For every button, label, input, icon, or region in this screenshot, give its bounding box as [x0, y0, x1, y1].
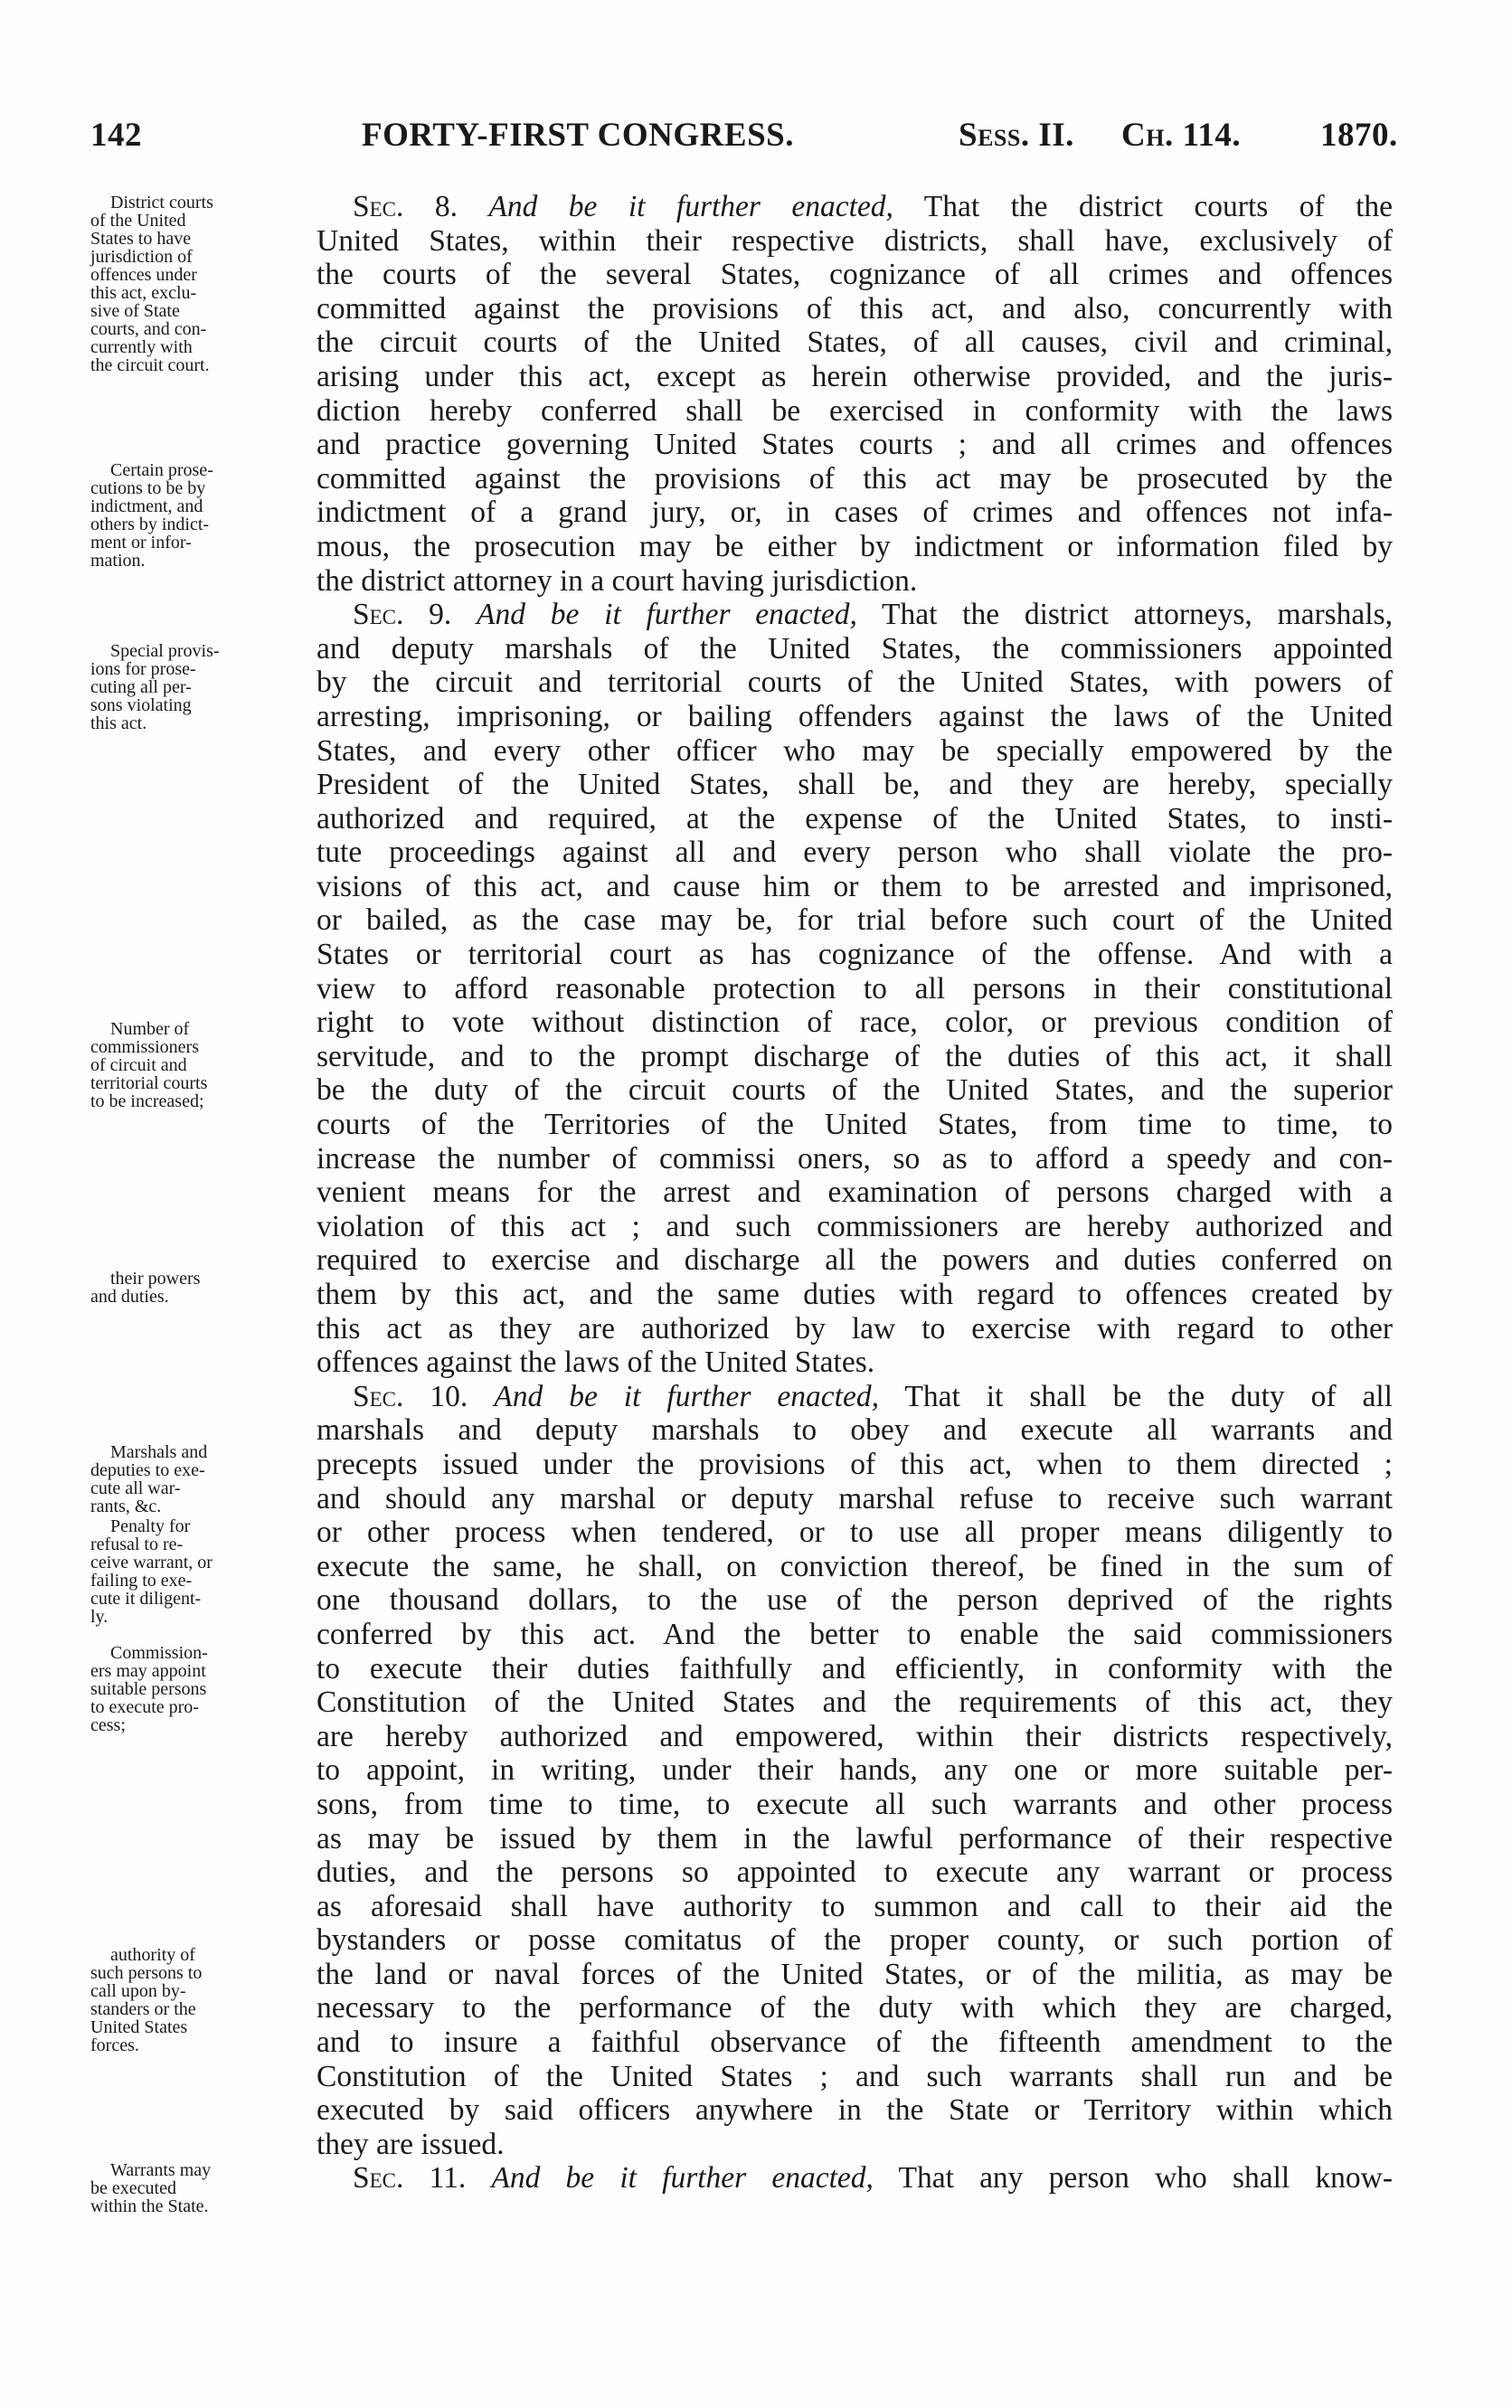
margin-note-special-provisions [90, 642, 312, 732]
margin-line: of circuit and [90, 1055, 187, 1075]
text-line: they are issued. [317, 2127, 505, 2161]
margin-line: States to have [90, 229, 192, 249]
text-line: and should any marshal or deputy marshal refuse to receive such warrant [317, 1481, 1393, 1516]
page-number: 142 [90, 117, 142, 154]
margin-line: their powers [110, 1269, 201, 1289]
text-line: Constitution of the United States ; and such warrants shall run and be [317, 2059, 1393, 2093]
text-line: tute proceedings against all and every person who shall violate the pro- [317, 836, 1393, 870]
margin-line: rants, &c. [90, 1497, 162, 1516]
text-line: committed against the provisions of this act, and also, concurrently with [317, 291, 1393, 326]
margin-note-penalty [90, 1517, 312, 1626]
text-line: President of the United States, shall be, and they are hereby, specially [317, 768, 1393, 802]
section-text: That any person who shall know- [898, 2161, 1394, 2196]
enacting-formula: And be it further enacted, [488, 190, 893, 223]
text-line: be the duty of the circuit courts of the United States, and the superior [317, 1073, 1393, 1108]
margin-line: this act, exclu- [90, 283, 197, 303]
text-line: arresting, imprisoning, or bailing offenders against the laws of the United [317, 699, 1393, 733]
text-line: by the circuit and territorial courts of the United States, with powers of [317, 666, 1393, 700]
text-line: authorized and required, at the expense of the United States, to insti- [317, 801, 1393, 836]
margin-line: standers or the [90, 1999, 196, 2019]
margin-line: to execute pro- [90, 1697, 199, 1717]
text-line: and to insure a faithful observance of the fifteenth amendment to the [317, 2026, 1393, 2060]
text-line: to appoint, in writing, under their hands, any one or more suitable per- [317, 1753, 1393, 1788]
margin-line: the circuit court. [90, 355, 210, 375]
margin-line: jurisdiction of [90, 247, 193, 267]
text-line: indictment of a grand jury, or, in cases of crimes and offences not infa- [317, 496, 1393, 530]
margin-line: sons violating [90, 695, 192, 715]
margin-line: territorial courts [90, 1073, 208, 1093]
section-first-line [317, 1380, 1393, 1414]
margin-line: offences under [90, 265, 197, 285]
text-line: and practice governing United States courts ; and all crimes and offences [317, 428, 1393, 462]
margin-line: cutions to be by [90, 478, 206, 498]
margin-line: forces. [90, 2035, 139, 2055]
text-line: servitude, and to the prompt discharge of the duties of this act, it shall [317, 1039, 1393, 1073]
enacting-formula: And be it further enacted, [494, 1379, 879, 1413]
section-text: That the district courts of the [923, 190, 1394, 223]
section-first-line [317, 598, 1393, 632]
margin-line: commissioners [90, 1037, 199, 1057]
section-8 [317, 190, 1393, 598]
margin-line: be executed [90, 2178, 176, 2198]
margin-line: failing to exe- [90, 1571, 193, 1591]
margin-line: call upon by- [90, 1981, 186, 2001]
margin-line: Commission- [110, 1643, 208, 1663]
margin-line: and duties. [90, 1287, 169, 1307]
text-line: sons, from time to time, to execute all such warrants and other process [317, 1787, 1393, 1821]
margin-line: refusal to re- [90, 1535, 184, 1554]
text-line: conferred by this act. And the better to enable the said commissioners [317, 1617, 1393, 1651]
margin-note-commissioners-may-appoint [90, 1644, 312, 1734]
margin-line: cute it diligent- [90, 1589, 202, 1609]
text-line: the district attorney in a court having jurisdiction. [317, 563, 918, 598]
margin-line: cute all war- [90, 1478, 181, 1498]
text-line: the circuit courts of the United States, of all causes, civil and criminal, [317, 326, 1393, 360]
text-line: precepts issued under the provisions of this act, when to them directed ; [317, 1447, 1393, 1481]
chapter-label: Ch. 114. [1121, 117, 1242, 154]
text-line: the land or naval forces of the United States, or of the militia, as may be [317, 1957, 1393, 1991]
text-line: diction hereby conferred shall be exercised in conformity with the laws [317, 393, 1393, 428]
text-line: offences against the laws of the United States. [317, 1346, 875, 1380]
margin-line: cess; [90, 1715, 126, 1735]
text-line: committed against the provisions of this act may be prosecuted by the [317, 461, 1393, 496]
text-line: to execute their duties faithfully and efficiently, in conformity with the [317, 1651, 1393, 1686]
margin-note-marshals-and-deputies [90, 1443, 312, 1516]
text-line: States or territorial court as has cognizance of the offense. And with a [317, 938, 1393, 972]
text-line: as aforesaid shall have authority to summon and call to their aid the [317, 1889, 1393, 1923]
section-text: That it shall be the duty of all [904, 1379, 1393, 1413]
margin-note-district-courts [90, 194, 312, 374]
session-label: Sess. II. [959, 117, 1074, 154]
text-line: the courts of the several States, cognizance of all crimes and offences [317, 258, 1393, 292]
margin-line: cuting all per- [90, 677, 192, 697]
margin-line: this act. [90, 713, 147, 733]
text-line: right to vote without distinction of race, color, or previous condition of [317, 1006, 1393, 1040]
margin-line: Special provis- [110, 641, 220, 661]
text-line: duties, and the persons so appointed to execute any warrant or process [317, 1856, 1393, 1890]
margin-line: ceive warrant, or [90, 1553, 213, 1572]
margin-line: within the State. [90, 2196, 209, 2216]
margin-line: ions for prose- [90, 659, 196, 679]
text-line: them by this act, and the same duties with regard to offences created by [317, 1278, 1393, 1311]
section-label: Sec. 10. [353, 1379, 468, 1413]
margin-note-authority-of-persons [90, 1946, 312, 2054]
text-line: this act as they are authorized by law to exercise with regard to other [317, 1311, 1393, 1346]
margin-line: authority of [110, 1945, 195, 1965]
section-first-line [317, 2161, 1393, 2196]
margin-line: sive of State [90, 301, 180, 321]
text-line: arising under this act, except as herein otherwise provided, and the juris- [317, 359, 1393, 393]
text-line: violation of this act ; and such commissioners are hereby authorized and [317, 1209, 1393, 1243]
margin-line: United States [90, 2017, 188, 2037]
margin-note-number-of-commissioners [90, 1020, 312, 1110]
margin-line: Number of [110, 1019, 190, 1039]
enacting-formula: And be it further enacted, [477, 598, 857, 632]
year-label: 1870. [1320, 117, 1398, 154]
text-line: necessary to the performance of the duty with which they are charged, [317, 1991, 1393, 2026]
congress-title: FORTY-FIRST CONGRESS. [362, 117, 794, 154]
margin-note-their-powers [90, 1270, 312, 1306]
section-first-line [317, 190, 1393, 224]
running-header [90, 116, 1398, 161]
text-line: bystanders or posse comitatus of the proper county, or such portion of [317, 1923, 1393, 1958]
enacting-formula: And be it further enacted, [491, 2161, 874, 2196]
margin-line: ly. [90, 1607, 109, 1627]
text-line: or other process when tendered, or to use all proper means diligently to [317, 1516, 1393, 1550]
section-label: Sec. 8. [353, 190, 458, 223]
margin-line: Certain prose- [110, 460, 213, 480]
text-line: executed by said officers anywhere in the State or Territory within which [317, 2093, 1393, 2128]
text-line: view to afford reasonable protection to all persons in their constitutional [317, 971, 1393, 1006]
text-line: or bailed, as the case may be, for trial before such court of the United [317, 903, 1393, 938]
section-11 [317, 2161, 1393, 2196]
statute-body [317, 190, 1393, 2196]
margin-line: currently with [90, 337, 193, 357]
margin-line: Warrants may [110, 2160, 212, 2180]
margin-line: courts, and con- [90, 319, 207, 339]
margin-line: mation. [90, 551, 146, 571]
text-line: required to exercise and discharge all the powers and duties conferred on [317, 1243, 1393, 1278]
text-line: visions of this act, and cause him or them to be arrested and imprisoned, [317, 869, 1393, 903]
margin-line: ment or infor- [90, 533, 192, 552]
section-text: That the district attorneys, marshals, [882, 598, 1394, 632]
margin-note-warrants-may-be-executed [90, 2161, 312, 2215]
margin-line: indictment, and [90, 496, 203, 516]
margin-line: of the United [90, 211, 186, 231]
text-line: Constitution of the United States and the requirements of this act, they [317, 1686, 1393, 1720]
text-line: marshals and deputy marshals to obey and execute all warrants and [317, 1413, 1393, 1448]
text-line: execute the same, he shall, on conviction thereof, be fined in the sum of [317, 1549, 1393, 1583]
text-line: one thousand dollars, to the use of the person deprived of the rights [317, 1583, 1393, 1618]
text-line: and deputy marshals of the United States, the commissioners appointed [317, 631, 1393, 666]
text-line: mous, the prosecution may be either by indictment or information filed by [317, 529, 1393, 563]
margin-line: Penalty for [110, 1516, 191, 1536]
section-label: Sec. 11. [353, 2161, 467, 2196]
margin-line: ers may appoint [90, 1661, 206, 1681]
margin-line: such persons to [90, 1963, 203, 1983]
text-line: are hereby authorized and empowered, within their districts respectively, [317, 1719, 1393, 1753]
text-line: as may be issued by them in the lawful performance of their respective [317, 1821, 1393, 1856]
section-10 [317, 1380, 1393, 2162]
section-label: Sec. 9. [353, 598, 452, 632]
margin-line: to be increased; [90, 1091, 204, 1111]
margin-line: suitable persons [90, 1679, 207, 1699]
margin-line: deputies to exe- [90, 1460, 205, 1480]
section-9 [317, 598, 1393, 1380]
margin-note-certain-prosecutions [90, 461, 312, 570]
text-line: States, and every other officer who may be specially empowered by the [317, 733, 1393, 768]
text-line: courts of the Territories of the United States, from time to time, to [317, 1108, 1393, 1142]
margin-line: others by indict- [90, 515, 210, 534]
margin-line: District courts [110, 193, 213, 212]
text-line: United States, within their respective districts, shall have, exclusively of [317, 223, 1393, 258]
text-line: venient means for the arrest and examination of persons charged with a [317, 1176, 1393, 1210]
margin-line: Marshals and [110, 1442, 208, 1462]
text-line: increase the number of commissi oners, so as to afford a speedy and con- [317, 1141, 1393, 1176]
